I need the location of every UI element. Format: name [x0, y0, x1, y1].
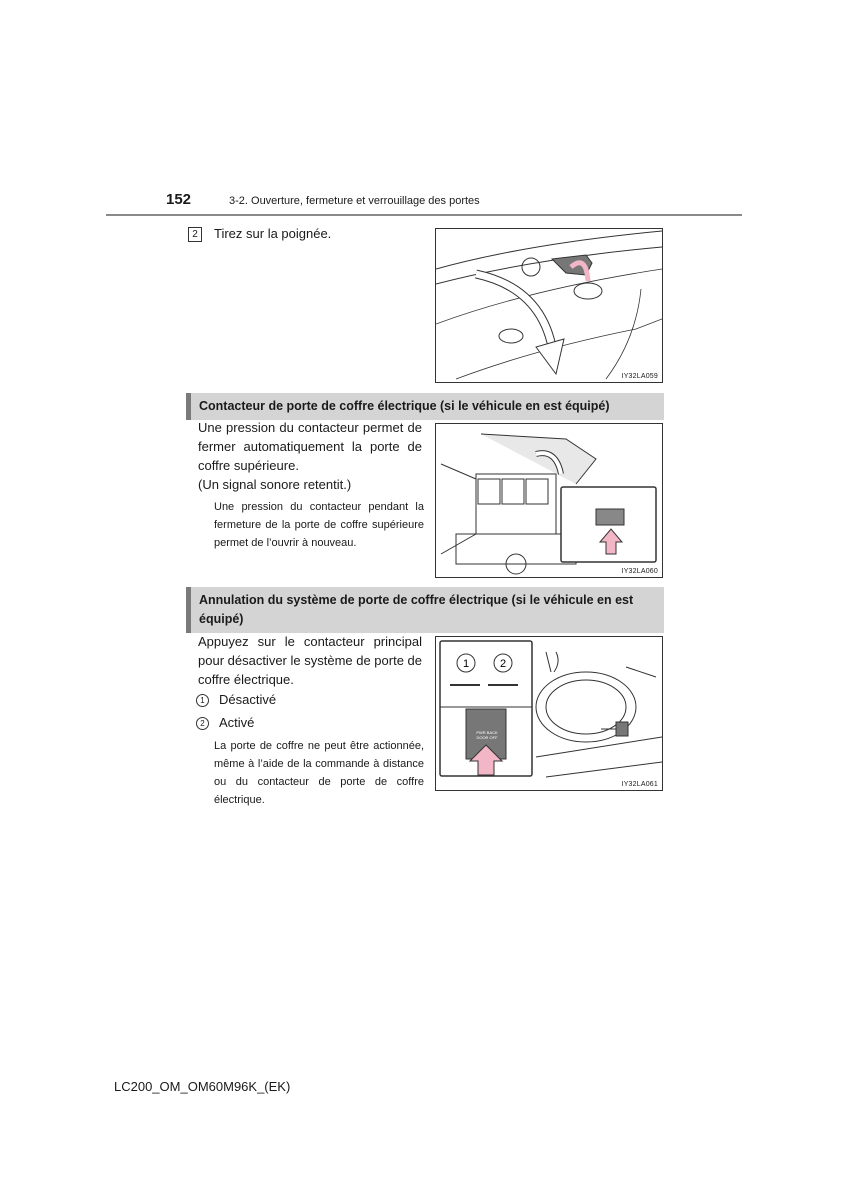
main-switch-illustration: [435, 636, 663, 791]
page-number: 152: [166, 191, 192, 208]
section-note: Une pression du contacteur pendant la fermeture de la porte de coffre supérieure permet de l’ouvrir à nouveau.: [214, 501, 424, 549]
figure-code: IY32LA060: [621, 568, 658, 575]
switch-label: PWR BACK DOOR OFF: [476, 730, 498, 740]
door-handle-illustration: [435, 228, 663, 383]
svg-text:1: 1: [462, 658, 470, 670]
header-divider: [106, 214, 742, 216]
svg-text:2: 2: [499, 658, 507, 670]
figure-code: IY32LA059: [621, 373, 658, 380]
dashboard-drawing: [436, 637, 662, 790]
legend-item-2: [196, 715, 254, 730]
door-handle-drawing: [436, 229, 662, 382]
circled-number: 1: [196, 694, 209, 707]
section-title: 3-2. Ouverture, fermeture et verrouillage des portes: [229, 195, 480, 207]
section-note: La porte de coffre ne peut être actionnée, même à l’aide de la commande à distance ou du contacteur de porte de coffre électrique.: [214, 740, 424, 806]
back-door-switch-illustration: [435, 423, 663, 578]
legend-item-1: [196, 692, 276, 707]
section-heading: Annulation du système de porte de coffre électrique (si le véhicule en est équipé): [186, 587, 664, 633]
section-body: Une pression du contacteur permet de fermer automatiquement la porte de coffre supérieure.: [198, 420, 422, 473]
section-body-note: (Un signal sonore retentit.): [198, 477, 352, 492]
document-code: LC200_OM_OM60M96K_(EK): [114, 1079, 291, 1094]
legend-label: Désactivé: [219, 692, 277, 707]
step-number-badge: 2: [188, 227, 202, 242]
figure-code: IY32LA061: [621, 781, 658, 788]
section-body: Appuyez sur le contacteur principal pour désactiver le système de porte de coffre électrique.: [198, 634, 423, 687]
section-heading: Contacteur de porte de coffre électrique (si le véhicule en est équipé): [186, 393, 664, 420]
back-door-drawing: [436, 424, 662, 577]
circled-number: 2: [196, 717, 209, 730]
step-instruction: Tirez sur la poignée.: [214, 226, 332, 241]
legend-label: Activé: [219, 715, 255, 730]
